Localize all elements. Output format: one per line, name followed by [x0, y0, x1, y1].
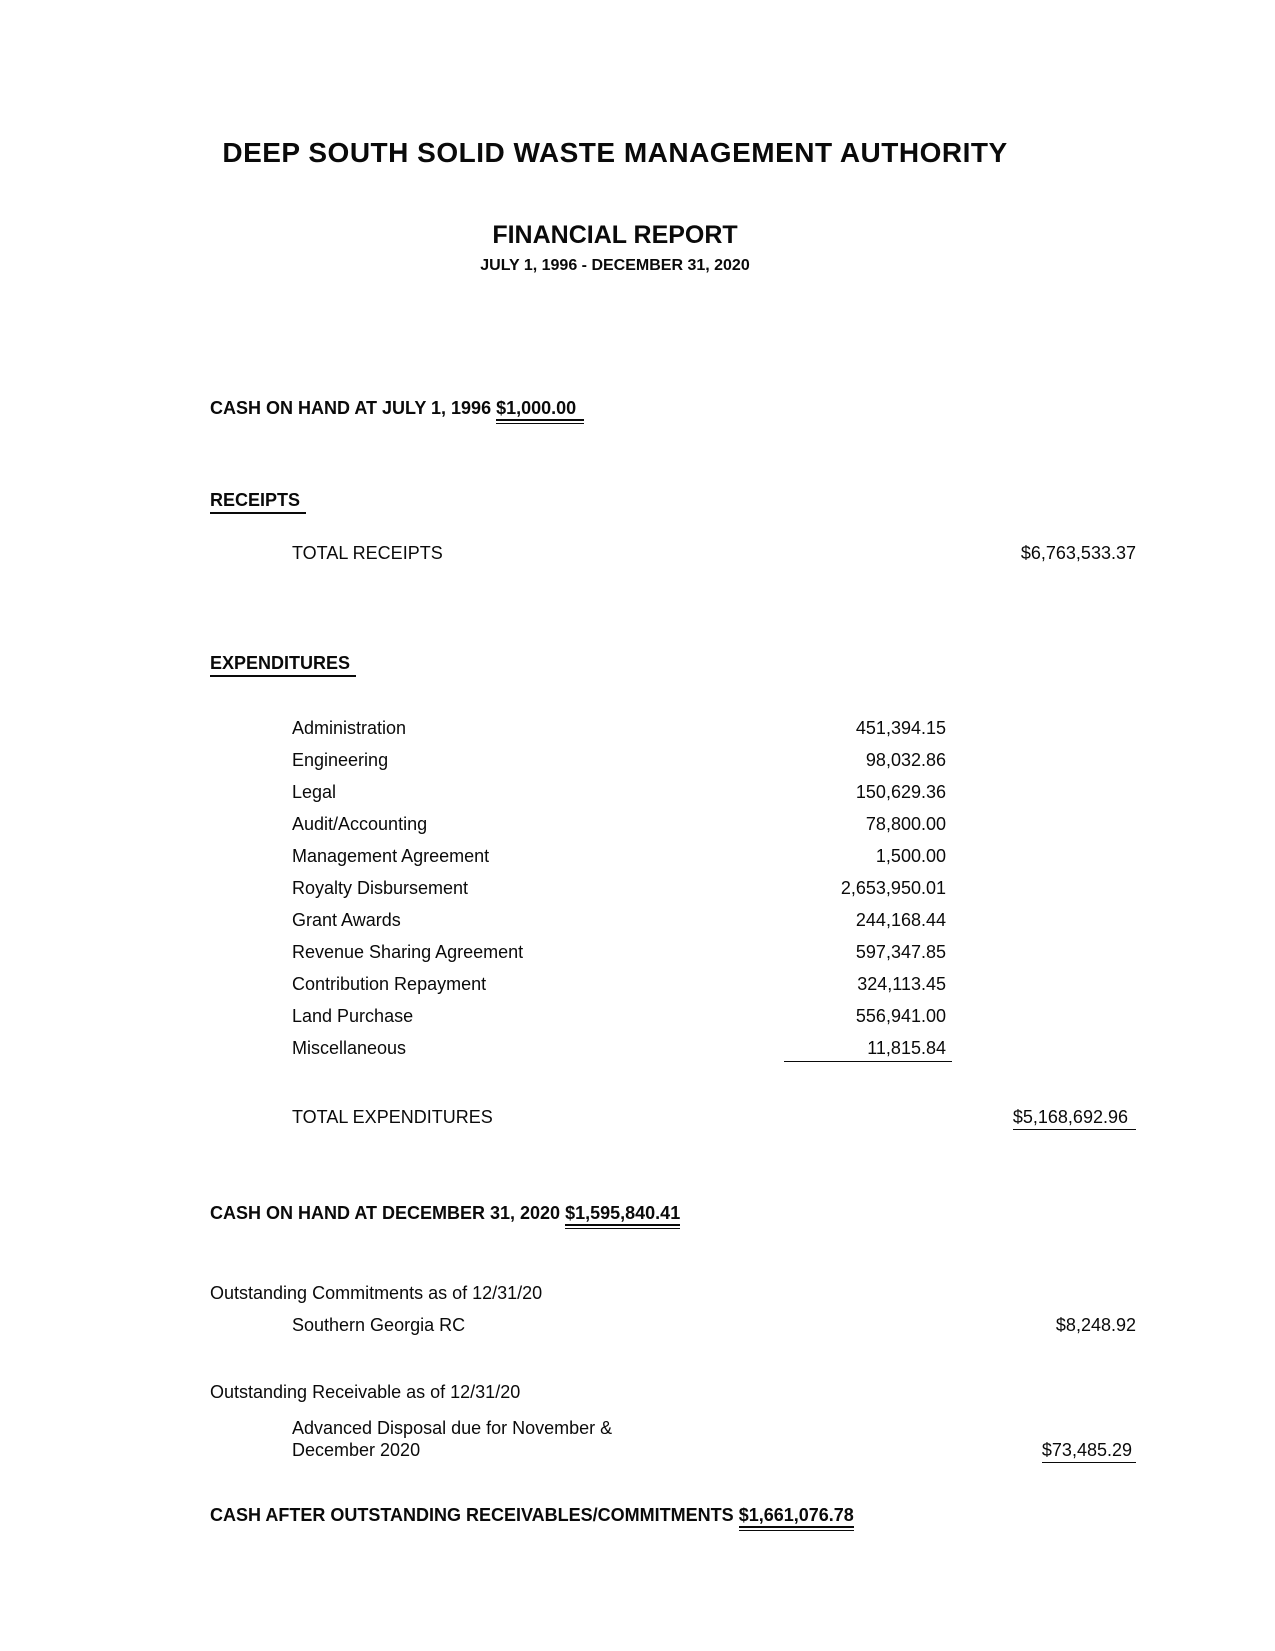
commitment-item-label: Southern Georgia RC [292, 1315, 466, 1335]
total-receipts-row [292, 542, 1136, 564]
expenditure-item-amount: 451,394.15 [855, 718, 946, 738]
receivable-item-row [292, 1417, 1136, 1461]
receivable-item-amount: $73,485.29 [1042, 1439, 1136, 1463]
expenditure-item-row [292, 1005, 1136, 1027]
receipts-section-heading-row [210, 489, 1136, 511]
receivable-item-label-line2: December 2020 [292, 1440, 421, 1460]
expenditure-item-amount: 1,500.00 [875, 846, 946, 866]
cash-after-outstanding-label: CASH AFTER OUTSTANDING RECEIVABLES/COMMITMENTS [210, 1505, 734, 1525]
expenditure-item-row [292, 781, 1136, 803]
expenditure-item-amount: 11,815.84 [784, 1037, 952, 1062]
cash-on-hand-end-row [210, 1202, 1136, 1224]
expenditure-item-row [292, 909, 1136, 931]
expenditure-item-row [292, 973, 1136, 995]
outstanding-receivable-heading: Outstanding Receivable as of 12/31/20 [210, 1382, 521, 1402]
expenditure-item-row [292, 845, 1136, 867]
cash-on-hand-start-label: CASH ON HAND AT JULY 1, 1996 [210, 398, 492, 418]
expenditure-item-label: Contribution Repayment [292, 974, 487, 994]
cash-on-hand-end-label: CASH ON HAND AT DECEMBER 31, 2020 [210, 1203, 561, 1223]
outstanding-commitments-heading: Outstanding Commitments as of 12/31/20 [210, 1283, 543, 1303]
expenditure-item-label: Miscellaneous [292, 1038, 407, 1058]
expenditure-item-amount: 556,941.00 [855, 1006, 946, 1026]
outstanding-commitments-heading-row [210, 1282, 1136, 1304]
expenditure-item-label: Grant Awards [292, 910, 401, 930]
total-expenditures-row [292, 1106, 1136, 1128]
expenditure-item-row [292, 813, 1136, 835]
cash-after-outstanding-row [210, 1504, 1136, 1526]
expenditure-item-label: Management Agreement [292, 846, 490, 866]
expenditure-item-amount: 597,347.85 [855, 942, 946, 962]
expenditure-item-amount: 98,032.86 [865, 750, 946, 770]
report-subtitle: FINANCIAL REPORT [492, 221, 738, 249]
expenditure-item-amount: 2,653,950.01 [840, 878, 946, 898]
expenditure-item-label: Administration [292, 718, 407, 738]
expenditure-item-row [292, 749, 1136, 771]
cash-on-hand-start-row [210, 397, 1136, 419]
total-expenditures-amount: $5,168,692.96 [1013, 1106, 1136, 1130]
total-receipts-amount: $6,763,533.37 [1020, 543, 1136, 563]
page-title: DEEP SOUTH SOLID WASTE MANAGEMENT AUTHORITY [222, 137, 1008, 168]
expenditure-item-amount: 150,629.36 [855, 782, 946, 802]
expenditure-item-amount: 78,800.00 [865, 814, 946, 834]
expenditure-item-label: Royalty Disbursement [292, 878, 469, 898]
cash-after-outstanding-amount: $1,661,076.78 [739, 1505, 854, 1528]
commitment-item-row [292, 1314, 1136, 1336]
expenditure-item-row [292, 877, 1136, 899]
cash-on-hand-start-amount: $1,000.00 [496, 398, 584, 421]
expenditure-item-label: Engineering [292, 750, 389, 770]
expenditure-item-label: Land Purchase [292, 1006, 414, 1026]
expenditure-item-amount: 324,113.45 [857, 974, 946, 994]
commitment-item-amount: $8,248.92 [1055, 1315, 1136, 1335]
expenditure-item-label: Revenue Sharing Agreement [292, 942, 524, 962]
expenditure-item-amount: 244,168.44 [855, 910, 946, 930]
expenditures-heading: EXPENDITURES [210, 653, 356, 677]
expenditures-section-heading-row [210, 652, 1136, 674]
receipts-heading: RECEIPTS [210, 490, 306, 514]
outstanding-receivable-heading-row [210, 1381, 1136, 1403]
report-period: JULY 1, 1996 - DECEMBER 31, 2020 [480, 257, 750, 274]
expenditure-item-label: Legal [292, 782, 337, 802]
expenditure-item-row [292, 1037, 1136, 1059]
expenditure-item-row [292, 941, 1136, 963]
total-receipts-label: TOTAL RECEIPTS [292, 543, 443, 563]
cash-on-hand-end-amount: $1,595,840.41 [565, 1203, 680, 1226]
expenditure-item-label: Audit/Accounting [292, 814, 428, 834]
receivable-item-label-line1: Advanced Disposal due for November & [292, 1418, 613, 1438]
total-expenditures-label: TOTAL EXPENDITURES [292, 1107, 493, 1127]
expenditure-item-row [292, 717, 1136, 739]
